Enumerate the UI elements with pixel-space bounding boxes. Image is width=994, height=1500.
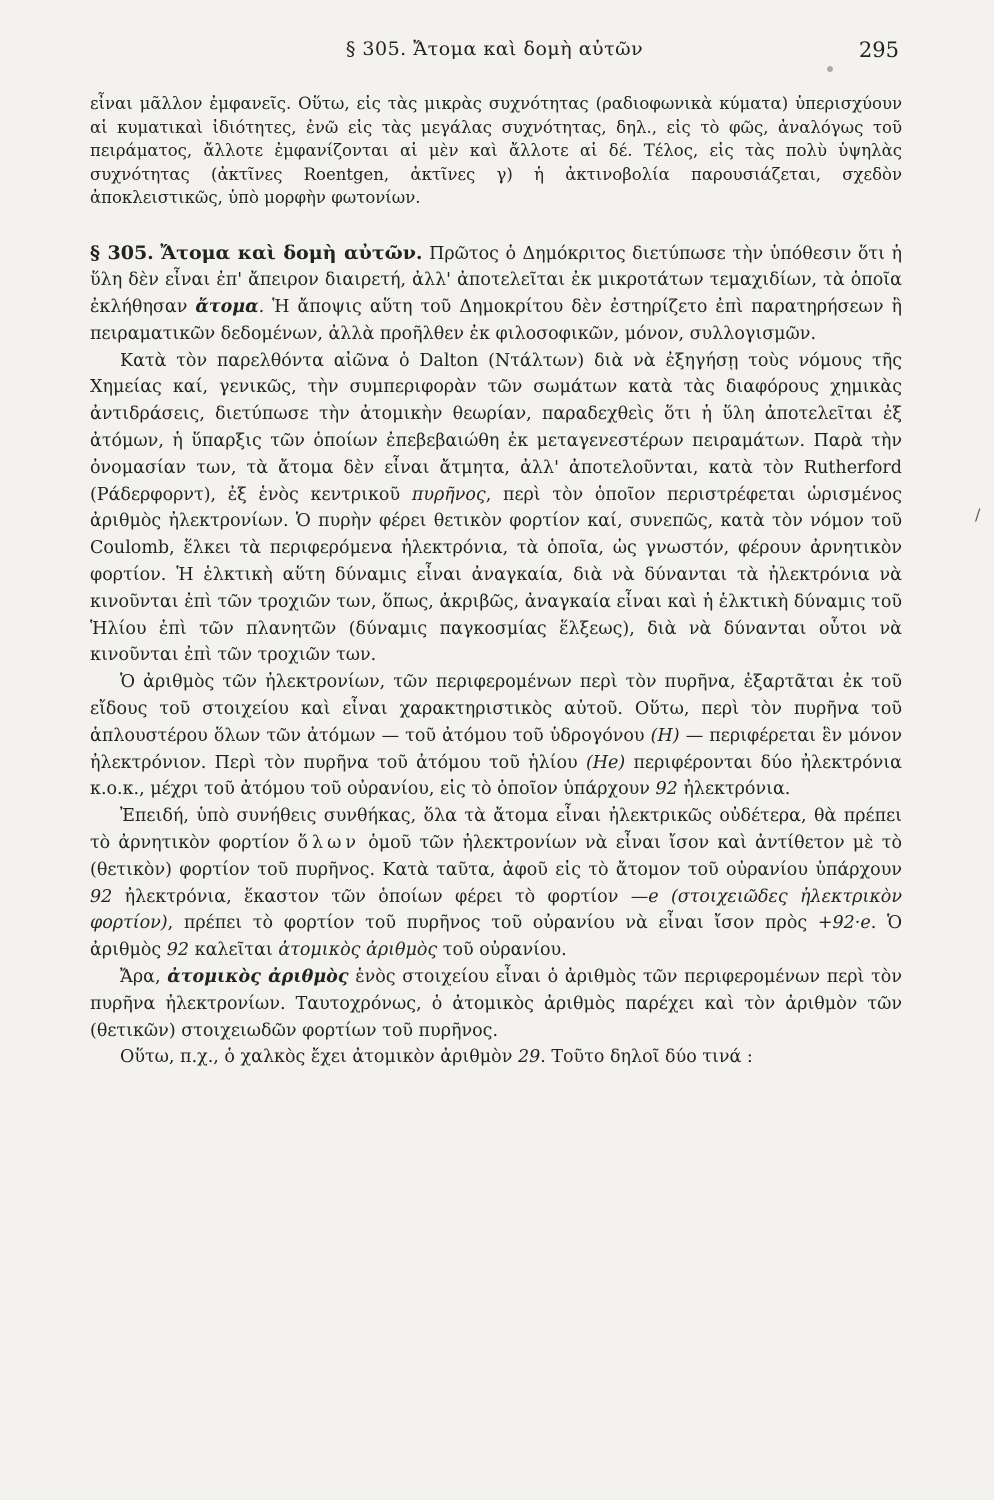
section-paragraph-5 [90,964,902,1044]
p5-text-a: Ἄρα, [120,967,161,988]
p4-text-h: τοῦ οὐρανίου. [437,940,567,961]
page-header [90,38,899,66]
print-speck [827,66,833,72]
margin-mark: / [975,505,981,524]
section-paragraph-2 [90,348,902,670]
p1-text-a: Πρῶτος ὁ Δημόκριτος διετύπωσε τὴν ὑπόθεσιν ὅτι ἡ ὕλη δὲν εἶναι ἐπ' ἄπειρον διαιρετή, ἀλλ' ἀποτελεῖται ἐκ μικροτάτων τεμαχιδίων, τὰ ὁποῖα ἐκλήθησαν [90,243,902,318]
p6-text-b: . Τοῦτο δηλοῖ δύο τινά : [540,1047,753,1068]
p5-text-b: ἑνὸς στοιχείου εἶναι ὁ ἀριθμὸς τῶν περιφερομένων περὶ τὸν πυρῆνα ἠλεκτρονίων. Ταυτοχρόνως, ὁ ἀτομικὸς ἀριθμὸς παρέχει καὶ τὸν ἀριθμὸν τῶν (θετικῶν) στοιχειωδῶν φορτίων τοῦ πυρῆνος. [90,967,902,1041]
symbol-he: (He) [585,752,626,773]
page-number: 295 [858,38,899,62]
p4-text-b: ὁμοῦ τῶν ἠλεκτρονίων νὰ εἶναι ἴσον καὶ ἀντίθετον μὲ τὸ (θετικὸν) φορτίον τοῦ πυρῆνος. Κατὰ ταῦτα, ἀφοῦ εἰς τὸ ἄτομον τοῦ οὐρανίου ὑπάρχουν [90,833,902,880]
term-nucleus: πυρῆνος [411,484,486,505]
term-atomic-number: ἀτομικὸς ἀριθμὸς [278,940,438,961]
page-body [90,92,902,1071]
p4-text-c: ἠλεκτρόνια, ἕκαστον τῶν ὁποίων φέρει τὸ φορτίον [112,886,619,907]
p3-text-b: — περιφέρεται ἓν μόνον ἠλεκτρόνιον. Περὶ τὸν πυρῆνα τοῦ ἀτόμου τοῦ ἡλίου [90,725,902,773]
section-paragraph-6 [90,1044,902,1071]
section-paragraph-3 [90,669,902,803]
p6-text-a: Οὕτω, π.χ., ὁ χαλκὸς ἔχει ἀτομικὸν ἀριθμὸν [120,1047,513,1068]
section-number: § 305. [90,241,154,264]
symbol-h: (H) [650,725,680,746]
uranium-charge: +92·e [817,913,871,934]
p3-text-c: περιφέρονται δύο ἠλεκτρόνια κ.ο.κ., μέχρι τοῦ ἀτόμου τοῦ οὐρανίου, εἰς τὸ ὁποῖον ὑπάρχουν [90,752,902,800]
p4-text-a: Ἐπειδή, ὑπὸ συνήθεις συνθήκας, ὅλα τὰ ἄτομα εἶναι ἠλεκτρικῶς οὐδέτερα, θὰ πρέπει τὸ ἀρνητικὸν φορτίον [90,806,902,854]
number-29: 29 [517,1047,541,1068]
p2-text-b: , περὶ τὸν ὁποῖον περιστρέφεται ὡρισμένος ἀριθμὸς ἠλεκτρονίων. Ὁ πυρὴν φέρει θετικὸν φορτίον καί, συνεπῶς, κατὰ τὸν νόμον τοῦ Coulomb, ἕλκει τὰ περιφερόμενα ἠλεκτρόνια, τὰ ὁποῖα, ὡς γνωστόν, φέρουν ἀρνητικὸν φορτίον. Ἡ ἑλκτικὴ αὕτη δύναμις εἶναι ἀναγκαία, διὰ νὰ δύνανται τὰ ἠλεκτρόνια νὰ κινοῦνται ἐπὶ τῶν τροχιῶν των, ὅπως, ἀκριβῶς, ἀναγκαία εἶναι καὶ ἡ ἑλκτικὴ δύναμις τοῦ Ἡλίου ἐπὶ τῶν πλανητῶν (δύναμις παγκοσμίας ἕλξεως), διὰ νὰ δύνανται οὗτοι νὰ κινοῦνται ἐπὶ τῶν τροχιῶν των. [90,484,902,666]
p3-text-a: Ὁ ἀριθμὸς τῶν ἠλεκτρονίων, τῶν περιφερομένων περὶ τὸν πυρῆνα, ἐξαρτᾶται ἐκ τοῦ εἴδους τοῦ στοιχείου καὶ εἶναι χαρακτηριστικὸς αὐτοῦ. Οὕτω, περὶ τὸν πυρῆνα τοῦ ἁπλουστέρου ὅλων τῶν ἀτόμων — τοῦ ἀτόμου τοῦ ὑδρογόνου [90,672,902,746]
p4-text-g: καλεῖται [189,940,273,961]
section-paragraph-4 [90,803,902,964]
p3-text-d: ἠλεκτρόνια. [677,779,791,800]
number-92: 92 [655,779,678,800]
spaced-word: ὅλων [297,833,361,854]
intro-paragraph: εἶναι μᾶλλον ἐμφανεῖς. Οὕτω, εἰς τὰς μικρὰς συχνότητας (ραδιοφωνικὰ κύματα) ὑπερισχύουν αἱ κυματικαὶ ἰδιότητες, ἐνῶ εἰς τὰς μεγάλας συχνότητας, δηλ., εἰς τὸ φῶς, ἀναλόγως τοῦ πειράματος, ἄλλοτε ἐμφανίζονται αἱ μὲν καὶ ἄλλοτε αἱ δέ. Τέλος, εἰς τὰς πολὺ ὑψηλὰς συχνότητας (ἀκτῖνες Roentgen, ἀκτῖνες γ) ἡ ἀκτινοβολία παρουσιάζεται, σχεδὸν ἀποκλειστικῶς, ὑπὸ μορφὴν φωτονίων. [90,94,902,207]
term-atoma: ἄτομα [195,297,259,318]
number-92-c: 92 [166,940,190,961]
section-paragraph-1 [90,240,902,348]
p2-text-a: Κατὰ τὸν παρελθόντα αἰῶνα ὁ Dalton (Ντάλτων) διὰ νὰ ἐξηγήσῃ τοὺς νόμους τῆς Χημείας καί, γενικῶς, τὴν συμπεριφορὰν τῶν σωμάτων κατὰ τὰς διαφόρους χημικὰς ἀντιδράσεις, διετύπωσε τὴν ἀτομικὴν θεωρίαν, παραδεχθεὶς ὅτι ἡ ὕλη ἀποτελεῖται ἐξ ἀτόμων, ἡ ὕπαρξις τῶν ὁποίων ἐπεβεβαιώθη ἐκ μεταγενεστέρων πειραμάτων. Παρὰ τὴν ὀνομασίαν των, τὰ ἄτομα δὲν εἶναι ἄτμητα, ἀλλ' ἀποτελοῦνται, κατὰ τὸν Rutherford (Ράδερφορντ), ἐξ ἑνὸς κεντρικοῦ [90,350,902,505]
number-92-b: 92 [90,886,113,907]
elementary-charge: —e (στοιχειῶδες ἠλεκτρικὸν φορτίον) [90,886,902,934]
p4-text-f: . Ὁ ἀριθμὸς [90,913,902,961]
p1-text-b: . Ἡ ἄποψις αὕτη τοῦ Δημοκρίτου δὲν ἐστηρίζετο ἐπὶ παρατηρήσεων ἢ πειραματικῶν δεδομένων, ἀλλὰ προῆλθεν ἐκ φιλοσοφικῶν, μόνον, συλλογισμῶν. [90,297,902,344]
term-atomic-number-bold: ἀτομικὸς ἀριθμὸς [167,967,349,988]
p4-text-d: , πρέπει τὸ φορτίον τοῦ πυρῆνος τοῦ οὐρανίου νὰ εἶναι ἴσον πρὸς [167,913,808,934]
section-title: Ἄτομα καὶ δομὴ αὐτῶν. [160,241,423,264]
running-title: § 305. Ἄτομα καὶ δομὴ αὐτῶν [345,38,644,60]
